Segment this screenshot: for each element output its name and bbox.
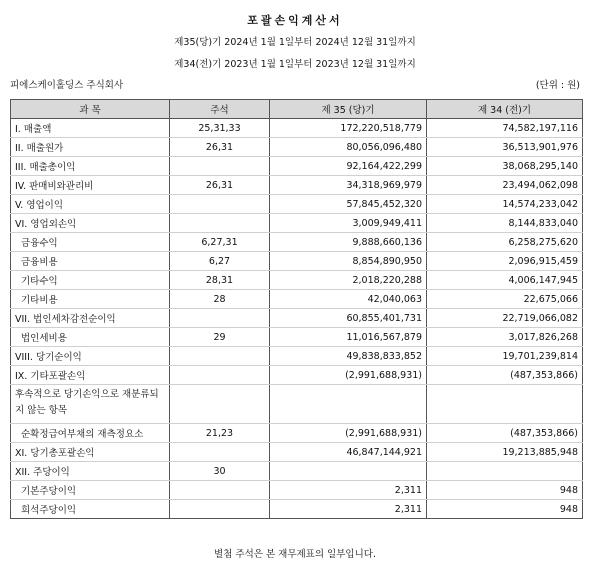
note-cell	[170, 481, 270, 500]
account-cell: II. 매출원가	[11, 138, 170, 157]
note-cell: 28,31	[170, 271, 270, 290]
note-cell: 29	[170, 328, 270, 347]
account-cell: 기타수익	[11, 271, 170, 290]
header-account: 과 목	[11, 100, 170, 119]
account-cell: IV. 판매비와관리비	[11, 176, 170, 195]
table-row	[11, 252, 583, 271]
prior-amount-cell: 6,258,275,620	[427, 233, 583, 252]
table-row	[11, 290, 583, 309]
account-cell: 금융비용	[11, 252, 170, 271]
current-amount-cell	[270, 462, 427, 481]
table-row	[11, 119, 583, 138]
note-cell: 28	[170, 290, 270, 309]
table-row	[11, 214, 583, 233]
prior-amount-cell	[427, 462, 583, 481]
note-cell	[170, 309, 270, 328]
current-amount-cell: (2,991,688,931)	[270, 366, 427, 385]
prior-amount-cell: 23,494,062,098	[427, 176, 583, 195]
note-cell	[170, 157, 270, 176]
account-cell: VIII. 당기순이익	[11, 347, 170, 366]
note-cell	[170, 195, 270, 214]
account-cell: 순확정급여부채의 재측정요소	[11, 424, 170, 443]
current-amount-cell: 60,855,401,731	[270, 309, 427, 328]
prior-amount-cell: 2,096,915,459	[427, 252, 583, 271]
current-amount-cell: 11,016,567,879	[270, 328, 427, 347]
table-body	[11, 119, 583, 519]
note-cell: 21,23	[170, 424, 270, 443]
account-cell: 희석주당이익	[11, 500, 170, 519]
table-row	[11, 462, 583, 481]
current-amount-cell: 80,056,096,480	[270, 138, 427, 157]
account-cell: XII. 주당이익	[11, 462, 170, 481]
current-amount-cell: 92,164,422,299	[270, 157, 427, 176]
account-cell: VII. 법인세차감전순이익	[11, 309, 170, 328]
prior-amount-cell	[427, 385, 583, 424]
prior-amount-cell: 38,068,295,140	[427, 157, 583, 176]
note-cell: 30	[170, 462, 270, 481]
table-row	[11, 157, 583, 176]
current-amount-cell	[270, 385, 427, 424]
period-prior: 제34(전)기 2023년 1월 1일부터 2023년 12월 31일까지	[174, 59, 416, 70]
account-cell: I. 매출액	[11, 119, 170, 138]
account-cell: XI. 당기총포괄손익	[11, 443, 170, 462]
period-current: 제35(당)기 2024년 1월 1일부터 2024년 12월 31일까지	[174, 37, 416, 48]
table-row	[11, 271, 583, 290]
table-header-row	[11, 100, 583, 119]
current-amount-cell: 46,847,144,921	[270, 443, 427, 462]
account-cell: 후속적으로 당기손익으로 재분류되지 않는 항목	[11, 385, 170, 424]
note-cell: 6,27	[170, 252, 270, 271]
current-amount-cell: 57,845,452,320	[270, 195, 427, 214]
note-cell	[170, 443, 270, 462]
statement-title: 포괄손익계산서	[247, 14, 343, 27]
current-amount-cell: 8,854,890,950	[270, 252, 427, 271]
prior-amount-cell: 4,006,147,945	[427, 271, 583, 290]
current-amount-cell: 2,311	[270, 481, 427, 500]
prior-amount-cell: 19,701,239,814	[427, 347, 583, 366]
table-row	[11, 366, 583, 385]
table-row	[11, 385, 583, 424]
note-cell: 26,31	[170, 138, 270, 157]
prior-amount-cell: 22,719,066,082	[427, 309, 583, 328]
table-row	[11, 347, 583, 366]
prior-amount-cell: 14,574,233,042	[427, 195, 583, 214]
prior-amount-cell: (487,353,866)	[427, 424, 583, 443]
account-cell: 기본주당이익	[11, 481, 170, 500]
prior-amount-cell: 36,513,901,976	[427, 138, 583, 157]
table-row	[11, 195, 583, 214]
current-amount-cell: 42,040,063	[270, 290, 427, 309]
account-cell: V. 영업이익	[11, 195, 170, 214]
prior-amount-cell: 3,017,826,268	[427, 328, 583, 347]
note-cell	[170, 366, 270, 385]
table-row	[11, 443, 583, 462]
account-cell: 기타비용	[11, 290, 170, 309]
note-cell: 25,31,33	[170, 119, 270, 138]
prior-amount-cell: 19,213,885,948	[427, 443, 583, 462]
header-note: 주석	[170, 100, 270, 119]
note-cell: 26,31	[170, 176, 270, 195]
current-amount-cell: 2,311	[270, 500, 427, 519]
header-prior: 제 34 (전)기	[427, 100, 583, 119]
account-cell: VI. 영업외손익	[11, 214, 170, 233]
prior-amount-cell: 22,675,066	[427, 290, 583, 309]
current-amount-cell: 34,318,969,979	[270, 176, 427, 195]
note-cell	[170, 385, 270, 424]
account-cell: III. 매출총이익	[11, 157, 170, 176]
company-name: 피에스케이홀딩스 주식회사	[10, 80, 124, 91]
note-cell	[170, 500, 270, 519]
table-row	[11, 176, 583, 195]
account-cell: 금융수익	[11, 233, 170, 252]
account-cell: 법인세비용	[11, 328, 170, 347]
current-amount-cell: (2,991,688,931)	[270, 424, 427, 443]
note-cell	[170, 214, 270, 233]
table-row	[11, 309, 583, 328]
prior-amount-cell: 948	[427, 481, 583, 500]
account-cell: IX. 기타포괄손익	[11, 366, 170, 385]
header-current: 제 35 (당)기	[270, 100, 427, 119]
prior-amount-cell: 948	[427, 500, 583, 519]
current-amount-cell: 3,009,949,411	[270, 214, 427, 233]
note-cell: 6,27,31	[170, 233, 270, 252]
table-row	[11, 481, 583, 500]
unit-label: (단위 : 원)	[535, 80, 580, 91]
prior-amount-cell: 8,144,833,040	[427, 214, 583, 233]
table-row	[11, 328, 583, 347]
current-amount-cell: 49,838,833,852	[270, 347, 427, 366]
table-row	[11, 138, 583, 157]
table-row	[11, 424, 583, 443]
table-row	[11, 233, 583, 252]
current-amount-cell: 9,888,660,136	[270, 233, 427, 252]
prior-amount-cell: (487,353,866)	[427, 366, 583, 385]
current-amount-cell: 172,220,518,779	[270, 119, 427, 138]
prior-amount-cell: 74,582,197,116	[427, 119, 583, 138]
footer-note: 별첨 주석은 본 재무제표의 일부입니다.	[214, 549, 376, 560]
income-statement-table	[10, 99, 583, 519]
note-cell	[170, 347, 270, 366]
table-row	[11, 500, 583, 519]
current-amount-cell: 2,018,220,288	[270, 271, 427, 290]
